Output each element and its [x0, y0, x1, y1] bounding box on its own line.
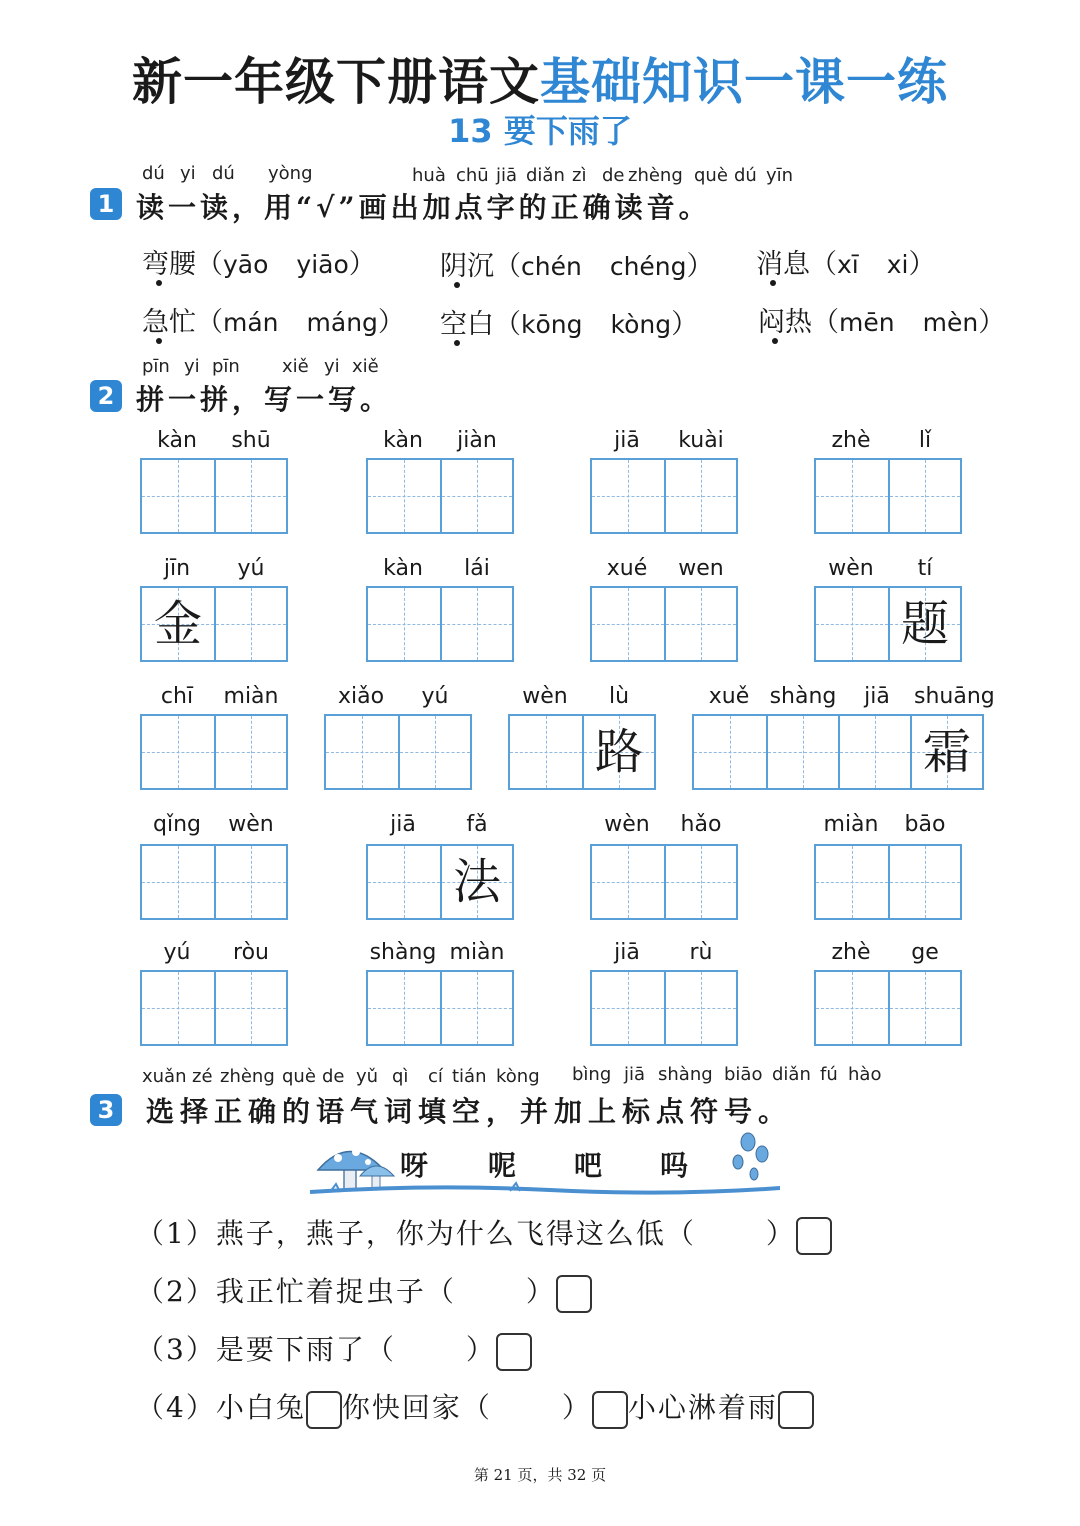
q1-word: 闷热 — [758, 307, 812, 338]
q1-option-a[interactable]: mán — [223, 308, 279, 337]
q3-pinyin-6: yǔ — [356, 1066, 379, 1087]
word-pinyin: xiǎo — [337, 684, 385, 709]
sentence-3 — [136, 1328, 532, 1371]
given-character — [142, 972, 214, 1044]
given-character — [216, 716, 286, 788]
q1-number-badge: 1 — [90, 188, 122, 220]
tianzige-grid — [140, 458, 288, 534]
writing-cell[interactable] — [398, 716, 470, 788]
writing-cell[interactable] — [816, 972, 888, 1044]
word-pinyin: shū — [231, 428, 271, 453]
q1-item-6: 闷热（mēn mèn） — [758, 307, 1006, 338]
q2-pinyin-4: xiě — [282, 356, 309, 377]
given-character — [216, 846, 286, 918]
given-character — [368, 972, 440, 1044]
given-character — [216, 588, 286, 660]
q1-pinyin-13: dú — [734, 165, 757, 186]
q3-pinyin-10: kòng — [496, 1066, 540, 1087]
given-character — [816, 972, 888, 1044]
writing-cell[interactable] — [214, 716, 286, 788]
given-character — [592, 846, 664, 918]
writing-cell[interactable] — [888, 460, 960, 532]
word-pinyin: wèn — [828, 556, 874, 581]
q1-option-a[interactable]: kōng — [521, 310, 583, 339]
sentence-1 — [136, 1212, 832, 1255]
given-character — [816, 846, 888, 918]
word-pinyin: jīn — [163, 556, 191, 581]
writing-cell[interactable] — [664, 460, 736, 532]
writing-cell[interactable] — [582, 716, 654, 788]
sentence-4 — [136, 1386, 814, 1429]
q1-word: 阴沉 — [440, 251, 494, 282]
sentence-2 — [136, 1270, 592, 1313]
emphasis-dot — [454, 282, 460, 288]
given-character — [666, 588, 736, 660]
emphasis-dot — [772, 338, 778, 344]
writing-cell[interactable] — [368, 588, 440, 660]
q1-item-1: 弯腰（yāo yiāo） — [142, 249, 376, 280]
tianzige-grid — [366, 844, 514, 920]
writing-cell[interactable] — [910, 716, 982, 788]
given-character: 霜 — [922, 724, 971, 780]
tianzige-grid — [140, 714, 288, 790]
given-character — [768, 716, 838, 788]
q2-pinyin-3: pīn — [212, 356, 240, 377]
word-pinyin: yú — [163, 940, 191, 965]
writing-cell[interactable] — [592, 588, 664, 660]
q3-pinyin-13: shàng — [658, 1064, 713, 1085]
punct-box-4b[interactable] — [592, 1391, 628, 1429]
tianzige-grid — [140, 844, 288, 920]
word-pinyin: jiā — [390, 812, 416, 837]
writing-cell[interactable] — [368, 460, 440, 532]
word-pinyin: jiā — [614, 940, 640, 965]
q1-option-b[interactable]: xi — [886, 250, 909, 279]
given-character — [592, 972, 664, 1044]
sentence-2-text: （2）我正忙着捉虫子（ — [136, 1275, 456, 1308]
word-pinyin: ge — [911, 940, 939, 965]
q1-item-5: 空白（kōng kòng） — [440, 309, 699, 340]
writing-cell[interactable] — [326, 716, 398, 788]
word-pinyin: xuě — [708, 684, 750, 709]
mushroom-icon — [318, 1148, 394, 1190]
writing-cell[interactable] — [142, 972, 214, 1044]
word-pinyin: wèn — [228, 812, 274, 837]
q1-pinyin-14: yīn — [766, 165, 794, 186]
word-pinyin: fǎ — [466, 812, 488, 837]
emphasis-dot — [156, 338, 162, 344]
q2-pinyin-6: xiě — [352, 356, 379, 377]
writing-cell[interactable] — [440, 846, 512, 918]
emphasis-dot — [770, 280, 776, 286]
word-pinyin: shuāng — [914, 684, 995, 709]
q1-option-a[interactable]: yāo — [223, 250, 269, 279]
word-pinyin: wèn — [522, 684, 568, 709]
choice-1: 呀 — [400, 1149, 429, 1182]
tianzige-grid — [508, 714, 656, 790]
given-character: 路 — [594, 724, 643, 780]
word-pinyin: tí — [917, 556, 933, 581]
punct-box-1[interactable] — [796, 1217, 832, 1255]
q3-pinyin-17: hào — [848, 1064, 882, 1085]
tianzige-grid — [590, 844, 738, 920]
writing-cell[interactable] — [888, 588, 960, 660]
tianzige-grid — [324, 714, 472, 790]
word-pinyin: qǐng — [153, 812, 201, 837]
q3-instruction: 选择正确的语气词填空，并加上标点符号。 — [146, 1095, 793, 1128]
tianzige-grid — [814, 970, 962, 1046]
word-pinyin: miàn — [823, 812, 879, 837]
given-character — [142, 716, 214, 788]
q1-item-3: 消息（xī xi） — [756, 249, 936, 280]
sentence-4-close: ） — [561, 1391, 592, 1424]
q1-pinyin-12: què — [694, 165, 728, 186]
word-pinyin: jiā — [614, 428, 640, 453]
given-character — [216, 460, 286, 532]
writing-cell[interactable] — [368, 972, 440, 1044]
q3-pinyin-1: xuǎn — [142, 1066, 187, 1087]
q1-option-a[interactable]: xī — [837, 250, 859, 279]
tianzige-grid — [692, 714, 984, 790]
q1-pinyin-10: de — [602, 165, 625, 186]
q2-pinyin-1: pīn — [142, 356, 170, 377]
q2-pinyin-5: yi — [324, 356, 340, 377]
sentence-1-close: ） — [765, 1217, 796, 1250]
writing-cell[interactable] — [888, 972, 960, 1044]
given-character — [840, 716, 910, 788]
q1-pinyin-2: yi — [180, 163, 196, 184]
writing-cell[interactable] — [142, 846, 214, 918]
choice-2: 呢 — [488, 1149, 517, 1182]
q3-pinyin-2: zé — [192, 1066, 213, 1087]
q1-pinyin-6: chū — [456, 165, 489, 186]
given-character — [368, 460, 440, 532]
q3-pinyin-3: zhèng — [220, 1066, 275, 1087]
word-pinyin: zhè — [831, 428, 871, 453]
given-character — [592, 588, 664, 660]
given-character — [400, 716, 470, 788]
q3-pinyin-16: fú — [820, 1064, 838, 1085]
given-character — [890, 846, 960, 918]
tianzige-grid — [366, 970, 514, 1046]
writing-cell[interactable] — [816, 460, 888, 532]
word-pinyin: lái — [464, 556, 490, 581]
page-title — [0, 42, 1080, 114]
writing-cell[interactable] — [592, 972, 664, 1044]
q1-pinyin-9: zì — [572, 165, 587, 186]
word-pinyin: miàn — [449, 940, 505, 965]
tianzige-grid — [366, 458, 514, 534]
given-character — [816, 588, 888, 660]
q1-option-b[interactable]: mèn — [922, 308, 979, 337]
word-pinyin: kàn — [157, 428, 197, 453]
given-character — [442, 972, 512, 1044]
writing-cell[interactable] — [440, 588, 512, 660]
punct-box-3[interactable] — [496, 1333, 532, 1371]
q1-option-b[interactable]: kòng — [610, 310, 672, 339]
writing-cell[interactable] — [214, 846, 286, 918]
sentence-3-text: （3）是要下雨了（ — [136, 1333, 396, 1366]
sentence-4-part-a: （4）小白兔 — [136, 1391, 306, 1424]
q1-option-a[interactable]: mēn — [839, 308, 895, 337]
given-character — [816, 460, 888, 532]
word-pinyin: shàng — [369, 940, 437, 965]
q3-pinyin-8: cí — [428, 1066, 443, 1087]
tianzige-grid — [140, 586, 288, 662]
sentence-3-close: ） — [465, 1333, 496, 1366]
q1-word: 弯腰 — [142, 249, 196, 280]
writing-cell[interactable] — [816, 588, 888, 660]
title-part-1: 新一年级下册语文 — [132, 52, 540, 111]
word-pinyin: wèn — [604, 812, 650, 837]
q1-word: 空白 — [440, 309, 494, 340]
tianzige-grid — [366, 586, 514, 662]
word-pinyin: ròu — [233, 940, 269, 965]
emphasis-dot — [156, 280, 162, 286]
writing-cell[interactable] — [142, 588, 214, 660]
word-pinyin: yú — [421, 684, 449, 709]
choice-4: 吗 — [660, 1149, 689, 1182]
q1-item-4: 急忙（mán máng） — [142, 307, 405, 338]
given-character — [666, 460, 736, 532]
word-pinyin: jiàn — [457, 428, 497, 453]
word-pinyin: yú — [237, 556, 265, 581]
tianzige-grid — [590, 586, 738, 662]
given-character: 金 — [153, 596, 202, 652]
q1-pinyin-7: jiā — [496, 165, 518, 186]
q3-pinyin-15: diǎn — [772, 1064, 811, 1085]
sentence-4-part-b: 你快回家（ — [341, 1391, 492, 1424]
word-pinyin: miàn — [223, 684, 279, 709]
writing-cell[interactable] — [888, 846, 960, 918]
word-pinyin: hǎo — [680, 812, 722, 837]
tianzige-grid — [814, 586, 962, 662]
q3-pinyin-7: qì — [392, 1066, 409, 1087]
q1-pinyin-4: yòng — [268, 163, 313, 184]
writing-cell[interactable] — [214, 588, 286, 660]
writing-cell[interactable] — [664, 972, 736, 1044]
writing-cell[interactable] — [816, 846, 888, 918]
q1-option-b[interactable]: chéng — [609, 252, 687, 281]
tianzige-grid — [590, 458, 738, 534]
writing-cell[interactable] — [142, 460, 214, 532]
writing-cell[interactable] — [368, 846, 440, 918]
word-pinyin: bāo — [904, 812, 946, 837]
given-character — [442, 460, 512, 532]
raindrops-icon — [733, 1133, 768, 1180]
q3-pinyin-11: bìng — [572, 1064, 612, 1085]
emphasis-dot — [454, 340, 460, 346]
q1-word: 消息 — [756, 249, 810, 280]
writing-cell[interactable] — [664, 588, 736, 660]
q1-option-a[interactable]: chén — [521, 252, 582, 281]
punct-box-4c[interactable] — [778, 1391, 814, 1429]
given-character — [592, 460, 664, 532]
writing-cell[interactable] — [766, 716, 838, 788]
q1-option-b[interactable]: máng — [306, 308, 378, 337]
q1-item-2: 阴沉（chén chéng） — [440, 251, 714, 282]
writing-cell[interactable] — [214, 460, 286, 532]
lesson-subtitle: 13 要下雨了 — [448, 112, 632, 150]
given-character — [694, 716, 766, 788]
word-pinyin: jiā — [864, 684, 890, 709]
given-character — [368, 588, 440, 660]
writing-cell[interactable] — [664, 846, 736, 918]
choice-3: 吧 — [574, 1149, 603, 1182]
writing-cell[interactable] — [592, 460, 664, 532]
title-part-2: 基础知识一课一练 — [540, 52, 948, 111]
given-character — [216, 972, 286, 1044]
q1-option-b[interactable]: yiāo — [296, 250, 349, 279]
writing-cell[interactable] — [694, 716, 766, 788]
sentence-1-text: （1）燕子，燕子，你为什么飞得这么低（ — [136, 1217, 696, 1250]
mushroom-grass-illustration — [310, 1128, 780, 1200]
tianzige-grid — [140, 970, 288, 1046]
writing-cell[interactable] — [838, 716, 910, 788]
q3-pinyin-14: biāo — [724, 1064, 763, 1085]
q2-pinyin-2: yi — [184, 356, 200, 377]
writing-cell[interactable] — [440, 972, 512, 1044]
given-character — [890, 972, 960, 1044]
q2-instruction: 拼一拼，写一写。 — [136, 383, 393, 416]
given-character — [326, 716, 398, 788]
word-pinyin: kuài — [678, 428, 724, 453]
word-pinyin: chī — [160, 684, 194, 709]
word-pinyin: rù — [689, 940, 713, 965]
given-character — [368, 846, 440, 918]
q1-pinyin-5: huà — [412, 165, 446, 186]
given-character: 法 — [452, 854, 501, 910]
word-pinyin: zhè — [831, 940, 871, 965]
q1-pinyin-8: diǎn — [526, 165, 565, 186]
given-character — [142, 846, 214, 918]
word-pinyin: lù — [608, 684, 630, 709]
punct-box-4a[interactable] — [306, 1391, 342, 1429]
given-character — [890, 460, 960, 532]
sentence-4-part-d: 小心淋着雨 — [627, 1391, 778, 1424]
given-character — [666, 846, 736, 918]
writing-cell[interactable] — [592, 846, 664, 918]
q2-number-badge: 2 — [90, 380, 122, 412]
word-pinyin: kàn — [383, 428, 423, 453]
sentence-2-close: ） — [525, 1275, 556, 1308]
q1-instruction: 读一读，用“√”画出加点字的正确读音。 — [136, 191, 711, 224]
q1-pinyin-11: zhèng — [628, 165, 683, 186]
given-character — [442, 588, 512, 660]
word-pinyin: shàng — [769, 684, 837, 709]
given-character: 题 — [900, 596, 949, 652]
q3-pinyin-5: de — [322, 1066, 345, 1087]
word-pinyin: xué — [606, 556, 648, 581]
word-pinyin: lǐ — [918, 428, 932, 453]
word-pinyin: kàn — [383, 556, 423, 581]
writing-cell[interactable] — [214, 972, 286, 1044]
word-pinyin: wen — [678, 556, 724, 581]
punct-box-2[interactable] — [556, 1275, 592, 1313]
given-character — [666, 972, 736, 1044]
q1-word: 急忙 — [142, 307, 196, 338]
page-footer: 第 21 页，共 32 页 — [473, 1466, 607, 1484]
tianzige-grid — [814, 458, 962, 534]
q3-pinyin-12: jiā — [624, 1064, 646, 1085]
q3-pinyin-9: tián — [452, 1066, 487, 1087]
q1-pinyin-3: dú — [212, 163, 235, 184]
q1-pinyin-1: dú — [142, 163, 165, 184]
writing-cell[interactable] — [142, 716, 214, 788]
writing-cell[interactable] — [440, 460, 512, 532]
given-character — [142, 460, 214, 532]
q3-pinyin-4: què — [282, 1066, 316, 1087]
tianzige-grid — [590, 970, 738, 1046]
writing-cell[interactable] — [510, 716, 582, 788]
q3-number-badge: 3 — [90, 1094, 122, 1126]
tianzige-grid — [814, 844, 962, 920]
given-character — [510, 716, 582, 788]
